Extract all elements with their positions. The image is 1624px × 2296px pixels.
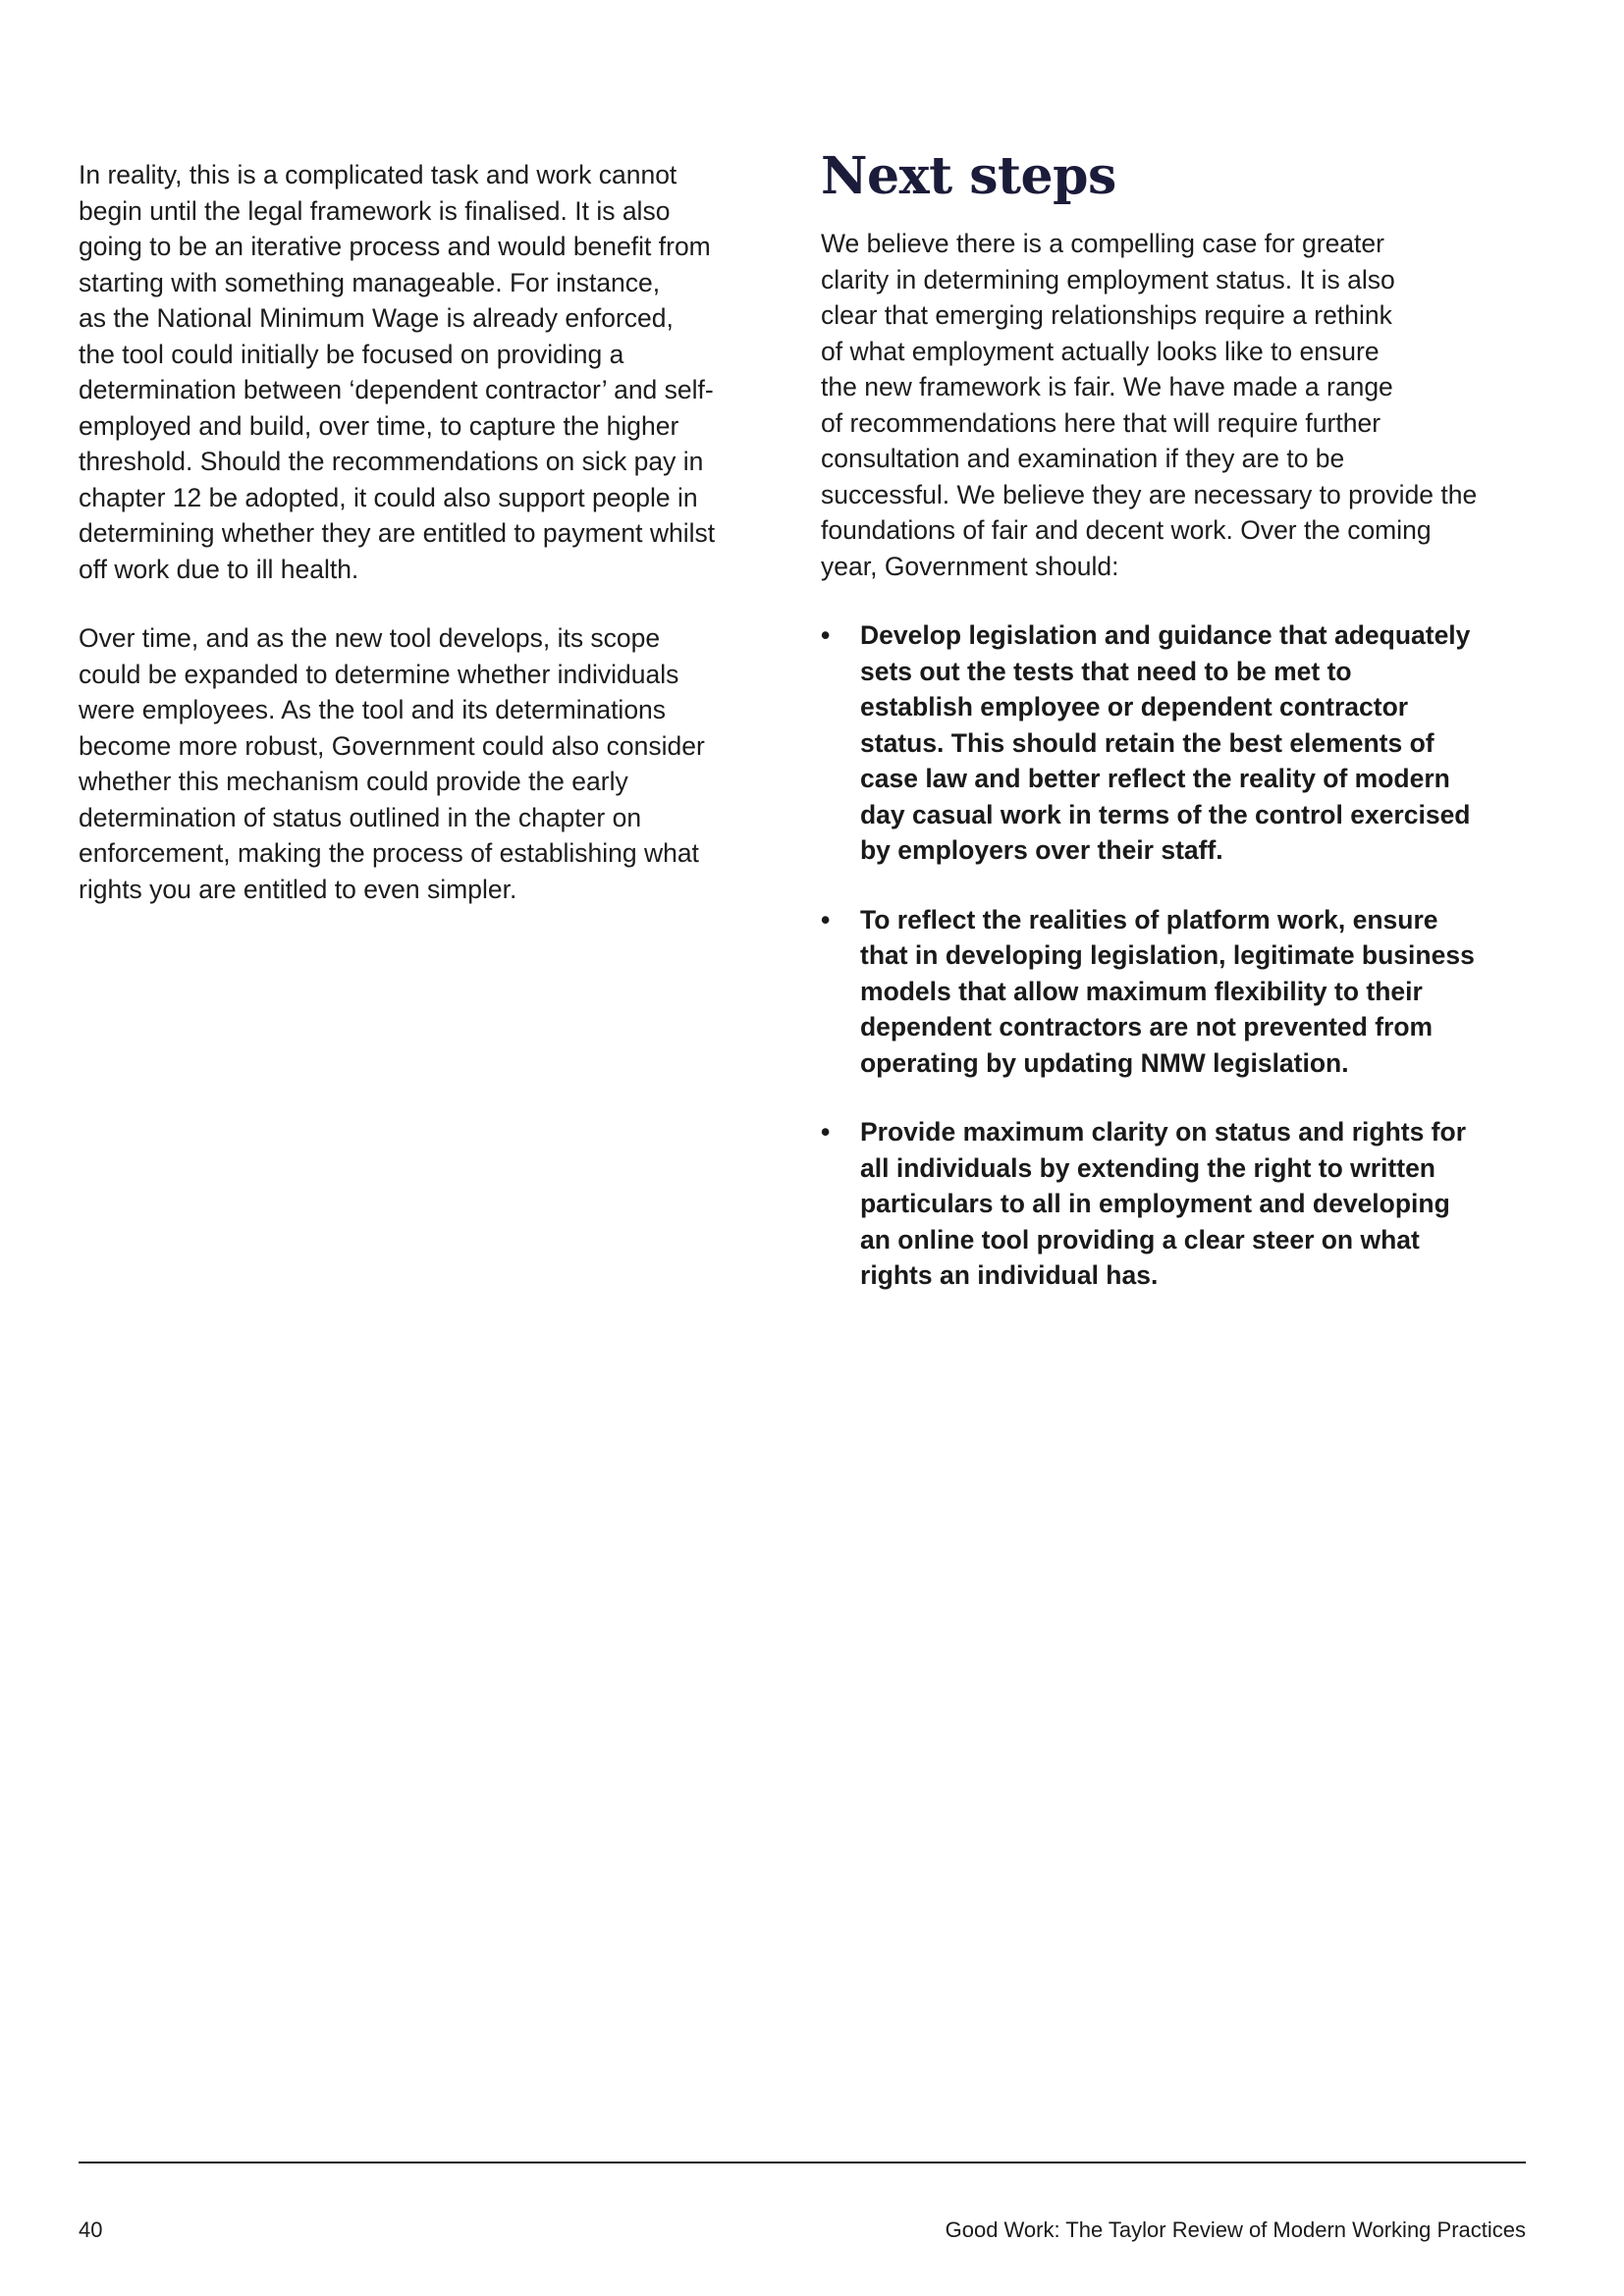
paragraph-intro: [821, 226, 1528, 584]
running-footer-title: Good Work: The Taylor Review of Modern Working Practices: [945, 2217, 1526, 2242]
text-line: In reality, this is a complicated task and work cannot: [79, 160, 677, 189]
text-line: clear that emerging relationships require a rethink: [821, 300, 1392, 330]
text-line: threshold. Should the recommendations on sick pay in: [79, 447, 704, 476]
text-line: dependent contractors are not prevented from: [860, 1012, 1434, 1041]
text-line: begin until the legal framework is finalised. It is also: [79, 195, 671, 226]
text-line: year, Government should:: [821, 551, 1119, 581]
text-line: clarity in determining employment status. It is also: [821, 264, 1395, 294]
text-line: status. This should retain the best elements of: [860, 727, 1435, 758]
text-line: starting with something manageable. For instance,: [79, 267, 661, 297]
text-line: of recommendations here that will require further: [821, 407, 1381, 438]
text-line: sets out the tests that need to be met to: [860, 656, 1352, 686]
text-line: going to be an iterative process and would benefit from: [79, 232, 711, 261]
text-line: an online tool providing a clear steer on what: [860, 1224, 1420, 1255]
text-line: determination between ‘dependent contractor’ and self-: [79, 375, 714, 404]
text-line: Provide maximum clarity on status and rights for: [860, 1117, 1467, 1147]
text-line: the new framework is fair. We have made a range: [821, 372, 1393, 401]
text-line: operating by updating NMW legislation.: [860, 1047, 1349, 1078]
list-item: [821, 902, 1528, 1082]
footer-divider: [79, 2162, 1526, 2163]
text-line: rights an individual has.: [860, 1260, 1159, 1290]
text-line: become more robust, Government could also consider: [79, 730, 705, 761]
text-line: Develop legislation and guidance that adequately: [860, 620, 1471, 650]
bullet-icon: •: [821, 1117, 831, 1147]
text-line: day casual work in terms of the control exercised: [860, 799, 1471, 829]
text-line: foundations of fair and decent work. Over the coming: [821, 515, 1432, 545]
text-line: the tool could initially be focused on providing a: [79, 339, 624, 369]
paragraph-tool-scope: [79, 620, 785, 907]
text-line: that in developing legislation, legitimate business: [860, 940, 1475, 970]
text-line: off work due to ill health.: [79, 554, 359, 584]
page-number: 40: [79, 2217, 103, 2242]
right-column: [821, 145, 1528, 1327]
paragraph-tool-development: [79, 157, 785, 587]
text-line: establish employee or dependent contractor: [860, 692, 1409, 721]
text-line: employed and build, over time, to capture the higher: [79, 410, 679, 441]
bullet-icon: •: [821, 904, 831, 934]
text-line: chapter 12 be adopted, it could also support people in: [79, 482, 698, 512]
text-line: To reflect the realities of platform work, ensure: [860, 904, 1438, 934]
text-line: could be expanded to determine whether individuals: [79, 659, 679, 689]
text-line: rights you are entitled to even simpler.: [79, 874, 517, 904]
text-line: consultation and examination if they are to be: [821, 444, 1345, 473]
text-line: all individuals by extending the right to written: [860, 1152, 1435, 1183]
text-line: determination of status outlined in the chapter on: [79, 802, 642, 832]
text-line: enforcement, making the process of establishing what: [79, 838, 699, 868]
left-column: [79, 157, 785, 940]
list-item: [821, 617, 1528, 869]
text-line: by employers over their staff.: [860, 835, 1223, 865]
text-line: determining whether they are entitled to payment whilst: [79, 518, 716, 548]
text-line: of what employment actually looks like to ensure: [821, 336, 1380, 366]
text-line: whether this mechanism could provide the early: [79, 767, 628, 796]
text-line: We believe there is a compelling case for greater: [821, 229, 1384, 258]
recommendations-list: [821, 617, 1528, 1294]
text-line: Over time, and as the new tool develops, its scope: [79, 623, 661, 653]
bullet-icon: •: [821, 620, 831, 650]
text-line: models that allow maximum flexibility to their: [860, 976, 1423, 1006]
text-line: as the National Minimum Wage is already enforced,: [79, 303, 674, 333]
text-line: particulars to all in employment and developing: [860, 1189, 1450, 1218]
text-line: case law and better reflect the reality of modern: [860, 764, 1450, 793]
list-item: [821, 1114, 1528, 1294]
section-heading: Next steps: [821, 146, 1116, 206]
text-line: successful. We believe they are necessary to provide the: [821, 479, 1478, 509]
text-line: were employees. As the tool and its determinations: [79, 695, 667, 724]
